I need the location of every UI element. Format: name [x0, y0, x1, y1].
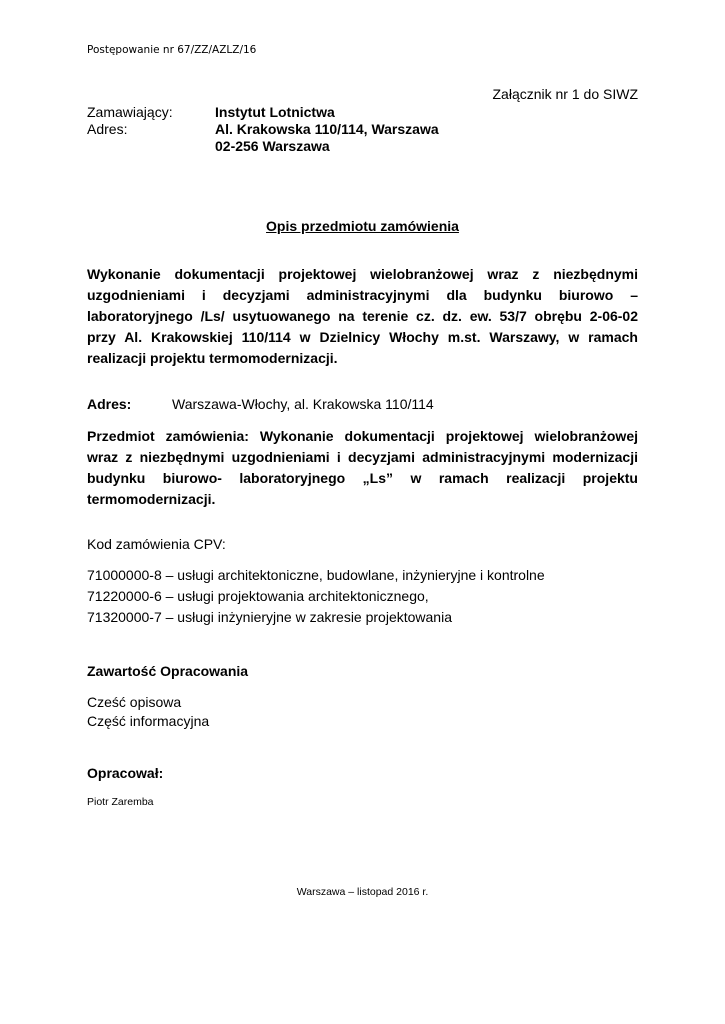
- orderer-address-line2: 02-256 Warszawa: [215, 138, 330, 154]
- contents-item: Część informacyjna: [87, 713, 210, 729]
- subject-line: termomodernizacji.: [87, 491, 216, 507]
- intro-line: przy Al. Krakowskiej 110/114 w Dzielnicy Włochy m.st. Warszawy, w ramach: [87, 329, 638, 345]
- subject-line: wraz z niezbędnymi uzgodnieniami i decyzjami administracyjnymi modernizacji: [87, 449, 638, 465]
- orderer-name: Instytut Lotnictwa: [215, 104, 335, 120]
- cpv-label: Kod zamówienia CPV:: [87, 536, 226, 552]
- subject-line: budynku biurowo- laboratoryjnego „Ls” w ramach realizacji projektu: [87, 470, 638, 486]
- orderer-label: Zamawiający:: [87, 104, 173, 120]
- intro-line: realizacji projektu termomodernizacji.: [87, 350, 338, 366]
- contents-heading: Zawartość Opracowania: [87, 663, 249, 679]
- intro-paragraph: [87, 264, 638, 369]
- author-name: Piotr Zaremba: [87, 796, 154, 808]
- author-heading: Opracował:: [87, 765, 164, 781]
- orderer-address-line1: Al. Krakowska 110/114, Warszawa: [215, 121, 439, 137]
- subject-line: Przedmiot zamówienia: Wykonanie dokumentacji projektowej wielobranżowej: [87, 428, 638, 444]
- proceeding-reference: Postępowanie nr 67/ZZ/AZLZ/16: [87, 44, 257, 56]
- document-title: Opis przedmiotu zamówienia: [266, 218, 459, 234]
- intro-line: uzgodnieniami i decyzjami administracyjnymi dla budynku biurowo –: [87, 287, 638, 303]
- site-address-value: Warszawa-Włochy, al. Krakowska 110/114: [172, 396, 434, 412]
- cpv-code: 71220000-6 – usługi projektowania architektonicznego,: [87, 588, 429, 604]
- contents-item: Cześć opisowa: [87, 694, 182, 710]
- intro-line: Wykonanie dokumentacji projektowej wielobranżowej wraz z niezbędnymi: [87, 266, 638, 282]
- cpv-code: 71320000-7 – usługi inżynieryjne w zakresie projektowania: [87, 609, 452, 625]
- orderer-address-label: Adres:: [87, 121, 128, 137]
- subject-paragraph: [87, 426, 638, 510]
- cpv-code: 71000000-8 – usługi architektoniczne, budowlane, inżynieryjne i kontrolne: [87, 567, 545, 583]
- intro-line: laboratoryjnego /Ls/ usytuowanego na terenie cz. dz. ew. 53/7 obrębu 2-06-02: [87, 308, 638, 324]
- site-address-label: Adres:: [87, 396, 132, 412]
- annex-label: Załącznik nr 1 do SIWZ: [492, 86, 638, 102]
- footer-place-date: Warszawa – listopad 2016 r.: [296, 886, 429, 898]
